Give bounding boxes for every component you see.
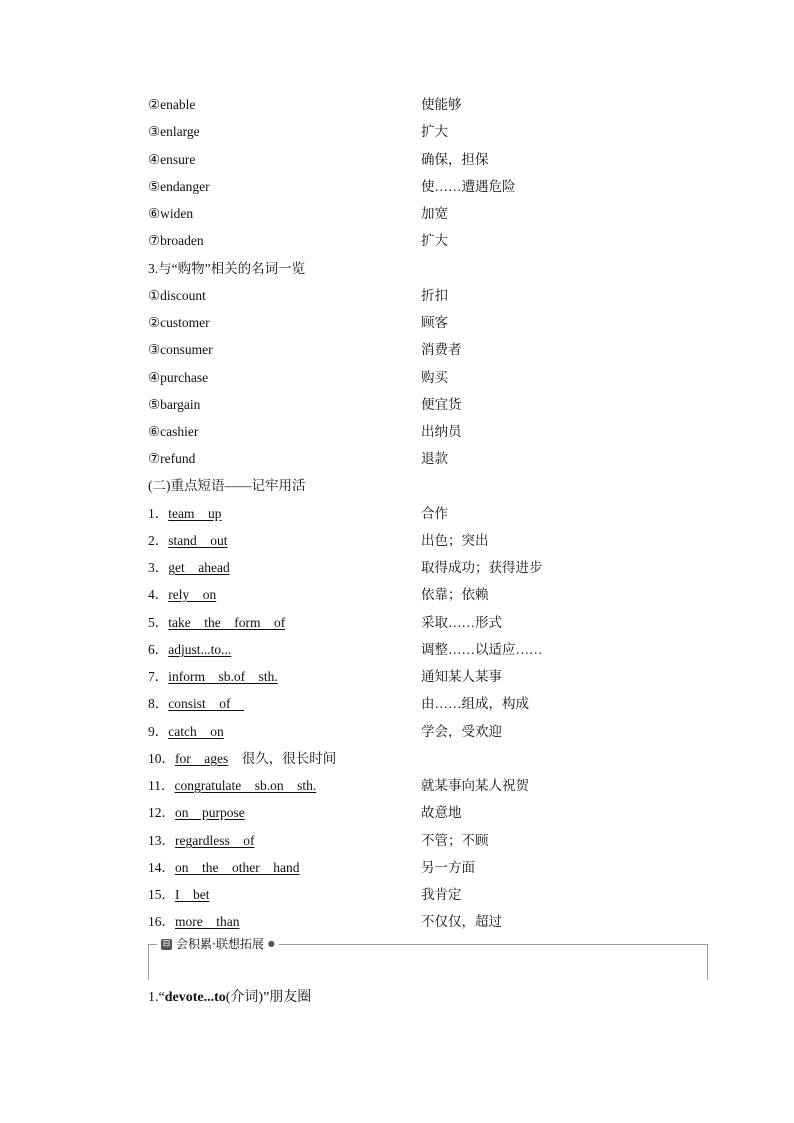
phrase-en: consist of xyxy=(168,696,244,711)
phrase-en: rely on xyxy=(168,587,217,602)
phrase-en: congratulate sb.on sth. xyxy=(174,778,317,793)
phrase-row xyxy=(148,831,708,851)
term-zh: 确保，担保 xyxy=(421,152,489,167)
phrase-zh: 不管；不顾 xyxy=(421,833,489,848)
phrase-zh: 我肯定 xyxy=(421,887,462,902)
term-zh: 购买 xyxy=(421,370,448,385)
phrase-number: 11． xyxy=(148,778,175,793)
heading-bold: devote...to xyxy=(164,990,226,1005)
phrase-en: more than xyxy=(175,914,240,929)
term-zh: 折扣 xyxy=(421,288,448,303)
term-zh: 顾客 xyxy=(421,315,448,330)
phrase-number: 16． xyxy=(148,914,175,929)
list-item xyxy=(148,313,708,333)
phrase-zh: 由……组成，构成 xyxy=(421,696,529,711)
phrase-number: 15． xyxy=(148,887,175,902)
phrase-number: 1． xyxy=(148,506,169,521)
term-en: ⑦refund xyxy=(148,451,196,466)
phrase-en: inform sb.of sth. xyxy=(168,669,278,684)
term-en: ⑥widen xyxy=(148,206,194,221)
phrase-zh: 采取……形式 xyxy=(421,615,502,630)
term-en: ⑥cashier xyxy=(148,424,199,439)
phrase-zh: 出色；突出 xyxy=(421,533,489,548)
term-zh: 扩大 xyxy=(421,124,448,139)
phrase-number: 10． xyxy=(148,751,175,766)
phrase-en: on purpose xyxy=(175,805,245,820)
term-en: ②enable xyxy=(148,97,196,112)
phrase-row xyxy=(148,613,708,633)
term-en: ③enlarge xyxy=(148,124,200,139)
phrase-row xyxy=(148,776,708,796)
term-en: ⑦broaden xyxy=(148,233,204,248)
phrase-zh: 调整……以适应…… xyxy=(421,642,543,657)
subsection-heading xyxy=(148,988,311,1008)
phrase-en: adjust...to... xyxy=(168,642,232,657)
dot-icon: ● xyxy=(267,939,275,948)
heading-prefix: 1.“ xyxy=(148,990,165,1005)
phrase-zh: 不仅仅，超过 xyxy=(421,914,502,929)
term-en: ①discount xyxy=(148,288,206,303)
list-item xyxy=(148,177,708,197)
phrase-row xyxy=(148,912,708,932)
list-item xyxy=(148,204,708,224)
list-item xyxy=(148,449,708,469)
phrase-en: stand out xyxy=(168,533,228,548)
list-item xyxy=(148,286,708,306)
phrase-row xyxy=(148,722,708,742)
phrase-en: for ages xyxy=(175,751,229,766)
phrase-en: team up xyxy=(168,506,222,521)
extension-box xyxy=(148,937,708,980)
term-zh: 加宽 xyxy=(421,206,448,221)
phrase-zh: 取得成功；获得进步 xyxy=(421,560,543,575)
phrase-en: take the form of xyxy=(168,615,286,630)
term-zh: 扩大 xyxy=(421,233,448,248)
term-en: ⑤bargain xyxy=(148,397,201,412)
phrase-row xyxy=(148,585,708,605)
list-item xyxy=(148,231,708,251)
phrase-zh: 通知某人某事 xyxy=(421,669,502,684)
phrase-number: 14． xyxy=(148,860,175,875)
section-heading: (二)重点短语——记牢用活 xyxy=(148,478,306,493)
phrase-en: I bet xyxy=(175,887,210,902)
term-en: ③consumer xyxy=(148,342,213,357)
phrase-number: 8． xyxy=(148,696,169,711)
phrase-zh: 依靠；依赖 xyxy=(421,587,489,602)
list-item xyxy=(148,422,708,442)
list-item xyxy=(148,340,708,360)
phrase-number: 6． xyxy=(148,642,169,657)
collapse-icon: ⊟ xyxy=(162,938,171,949)
list-item xyxy=(148,122,708,142)
phrase-row xyxy=(148,558,708,578)
phrase-number: 3． xyxy=(148,560,169,575)
phrase-number: 2． xyxy=(148,533,169,548)
list-item xyxy=(148,95,708,115)
term-zh: 出纳员 xyxy=(421,424,462,439)
phrase-row xyxy=(148,667,708,687)
term-zh: 使能够 xyxy=(421,97,462,112)
phrase-row xyxy=(148,531,708,551)
phrase-row xyxy=(148,803,708,823)
term-en: ④purchase xyxy=(148,370,209,385)
term-zh: 消费者 xyxy=(421,342,462,357)
box-title xyxy=(157,936,279,952)
phrase-number: 4． xyxy=(148,587,169,602)
section-heading: 3.与“购物”相关的名词一览 xyxy=(148,261,306,276)
phrase-zh: 另一方面 xyxy=(421,860,475,875)
phrase-zh: 故意地 xyxy=(421,805,462,820)
list-item xyxy=(148,150,708,170)
phrase-en: get ahead xyxy=(168,560,230,575)
term-en: ②customer xyxy=(148,315,210,330)
term-en: ⑤endanger xyxy=(148,179,210,194)
phrase-zh: 很久，很长时间 xyxy=(241,751,337,766)
phrase-row xyxy=(148,858,708,878)
list-item xyxy=(148,368,708,388)
box-title-text: 会积累·联想拓展 xyxy=(176,937,264,951)
phrase-en: catch on xyxy=(168,724,224,739)
term-en: ④ensure xyxy=(148,152,196,167)
term-zh: 使……遭遇危险 xyxy=(421,179,516,194)
phrase-row xyxy=(148,694,708,714)
phrase-number: 13． xyxy=(148,833,175,848)
term-zh: 退款 xyxy=(421,451,448,466)
phrase-zh: 学会，受欢迎 xyxy=(421,724,502,739)
phrase-row xyxy=(148,640,708,660)
phrase-en: regardless of xyxy=(175,833,255,848)
phrase-number: 5． xyxy=(148,615,169,630)
phrase-zh: 就某事向某人祝贺 xyxy=(421,778,529,793)
phrase-number: 12． xyxy=(148,805,175,820)
heading-suffix: (介词)”朋友圈 xyxy=(225,990,312,1005)
phrase-row xyxy=(148,504,708,524)
phrase-zh: 合作 xyxy=(421,506,448,521)
term-zh: 便宜货 xyxy=(421,397,462,412)
phrase-en: on the other hand xyxy=(175,860,300,875)
phrase-row xyxy=(148,749,708,769)
phrase-number: 7． xyxy=(148,669,169,684)
list-item xyxy=(148,395,708,415)
phrase-number: 9． xyxy=(148,724,169,739)
phrase-row xyxy=(148,885,708,905)
